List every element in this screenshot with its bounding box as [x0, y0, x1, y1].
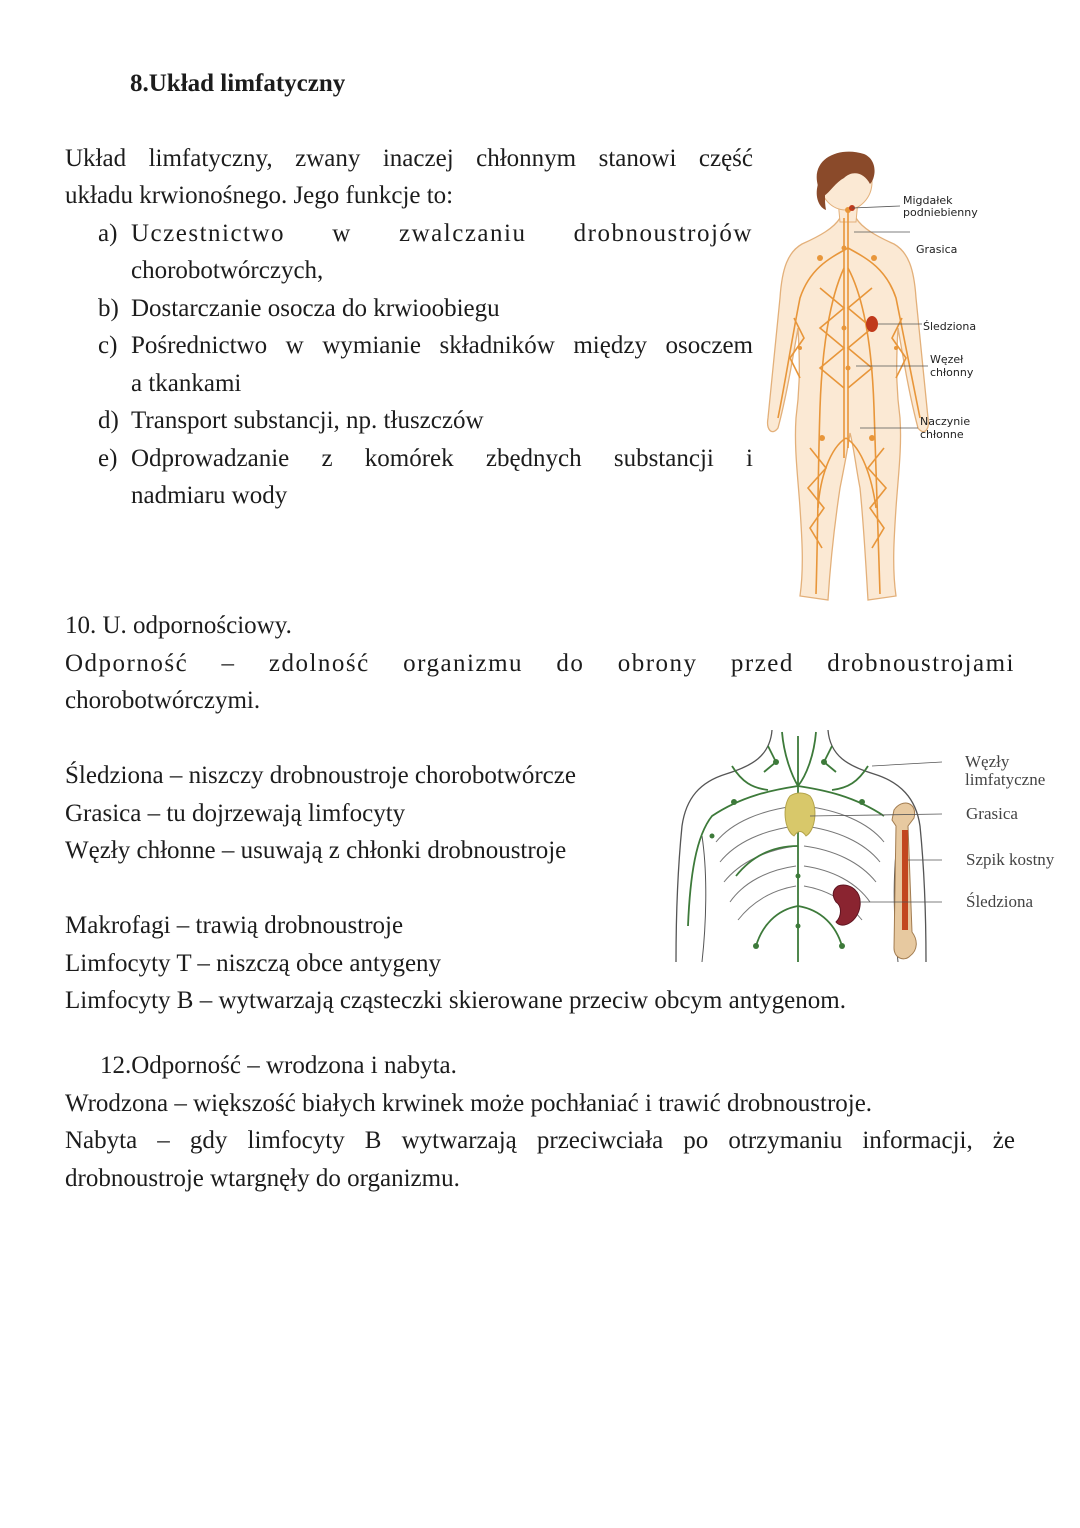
tonsil-label-2: podniebienny — [903, 206, 978, 219]
lymph-vessel-label-2: chłonne — [920, 428, 964, 441]
list-item-text: Odprowadzanie z komórek zbędnych substancji i — [131, 445, 753, 472]
list-marker: b) — [98, 295, 119, 322]
tonsil-label-1: Migdałek — [903, 194, 953, 207]
list-item-continuation: chorobotwórczych, — [131, 257, 324, 284]
immunity-definition-line-1: Odporność – zdolność organizmu do obrony przed drobnoustrojami — [65, 650, 1015, 677]
innate-immunity-text: Wrodzona – większość białych krwinek może pochłaniać i trawić drobnoustroje. — [65, 1090, 873, 1117]
organ-spleen: Śledziona – niszczy drobnoustroje chorobotwórcze — [65, 762, 576, 789]
list-item-text: Pośrednictwo w wymianie składników między osoczem — [131, 332, 753, 359]
intro-line-1: Układ limfatyczny, zwany inaczej chłonnym stanowi część — [65, 145, 753, 172]
spleen-label: Śledziona — [966, 892, 1034, 911]
list-marker: a) — [98, 220, 118, 247]
acquired-immunity-line-1: Nabyta – gdy limfocyty B wytwarzają przeciwciała po otrzymaniu informacji, że — [65, 1127, 1015, 1154]
cell-macrophages: Makrofagi – trawią drobnoustroje — [65, 912, 404, 939]
list-item-text: Transport substancji, np. tłuszczów — [131, 407, 484, 434]
list-marker: e) — [98, 445, 118, 472]
thymus-label: Grasica — [916, 243, 958, 256]
spleen-label: Śledziona — [923, 320, 977, 333]
bone-marrow-label: Szpik kostny — [966, 850, 1055, 869]
lymph-vessel-label-1: Naczynie — [920, 415, 971, 428]
immune-organs-figure — [672, 726, 1067, 968]
torso-outline — [676, 730, 772, 962]
list-item-continuation: nadmiaru wody — [131, 482, 288, 509]
lymph-node-label-2: chłonny — [930, 366, 974, 379]
cell-lymphocytes-t: Limfocyty T – niszczą obce antygeny — [65, 950, 442, 977]
section-12-heading: 12.Odporność – wrodzona i nabyta. — [100, 1052, 457, 1079]
thymus-label: Grasica — [966, 804, 1018, 823]
immunity-definition-line-2: chorobotwórczymi. — [65, 687, 261, 714]
organ-thymus: Grasica – tu dojrzewają limfocyty — [65, 800, 406, 827]
list-marker: d) — [98, 407, 119, 434]
bone-marrow — [902, 830, 908, 930]
list-item-text: Uczestnictwo w zwalczaniu drobnoustrojów — [131, 220, 753, 247]
organ-lymph-nodes: Węzły chłonne – usuwają z chłonki drobnoustroje — [65, 837, 567, 864]
lymph-nodes-label-2: limfatyczne — [965, 770, 1046, 789]
list-item-continuation: a tkankami — [131, 370, 242, 397]
intro-line-2: układu krwionośnego. Jego funkcje to: — [65, 182, 454, 209]
acquired-immunity-line-2: drobnoustroje wtargnęły do organizmu. — [65, 1165, 460, 1192]
section-10-heading: 10. U. odpornościowy. — [65, 612, 292, 639]
lymph-node-label-1: Węzeł — [930, 353, 964, 366]
list-marker: c) — [98, 332, 118, 359]
lymph-nodes-label-1: Węzły — [965, 752, 1010, 771]
section-8-heading: 8.Układ limfatyczny — [130, 70, 346, 97]
thymus-organ — [785, 793, 815, 836]
cell-lymphocytes-b: Limfocyty B – wytwarzają cząsteczki skierowane przeciw obcym antygenom. — [65, 987, 846, 1014]
lymphatic-system-figure — [760, 148, 990, 610]
label-leaders — [810, 762, 942, 902]
list-item-text: Dostarczanie osocza do krwioobiegu — [131, 295, 500, 322]
torso-illustration — [672, 726, 942, 968]
spleen-organ — [866, 316, 878, 332]
spleen-organ — [833, 885, 860, 925]
